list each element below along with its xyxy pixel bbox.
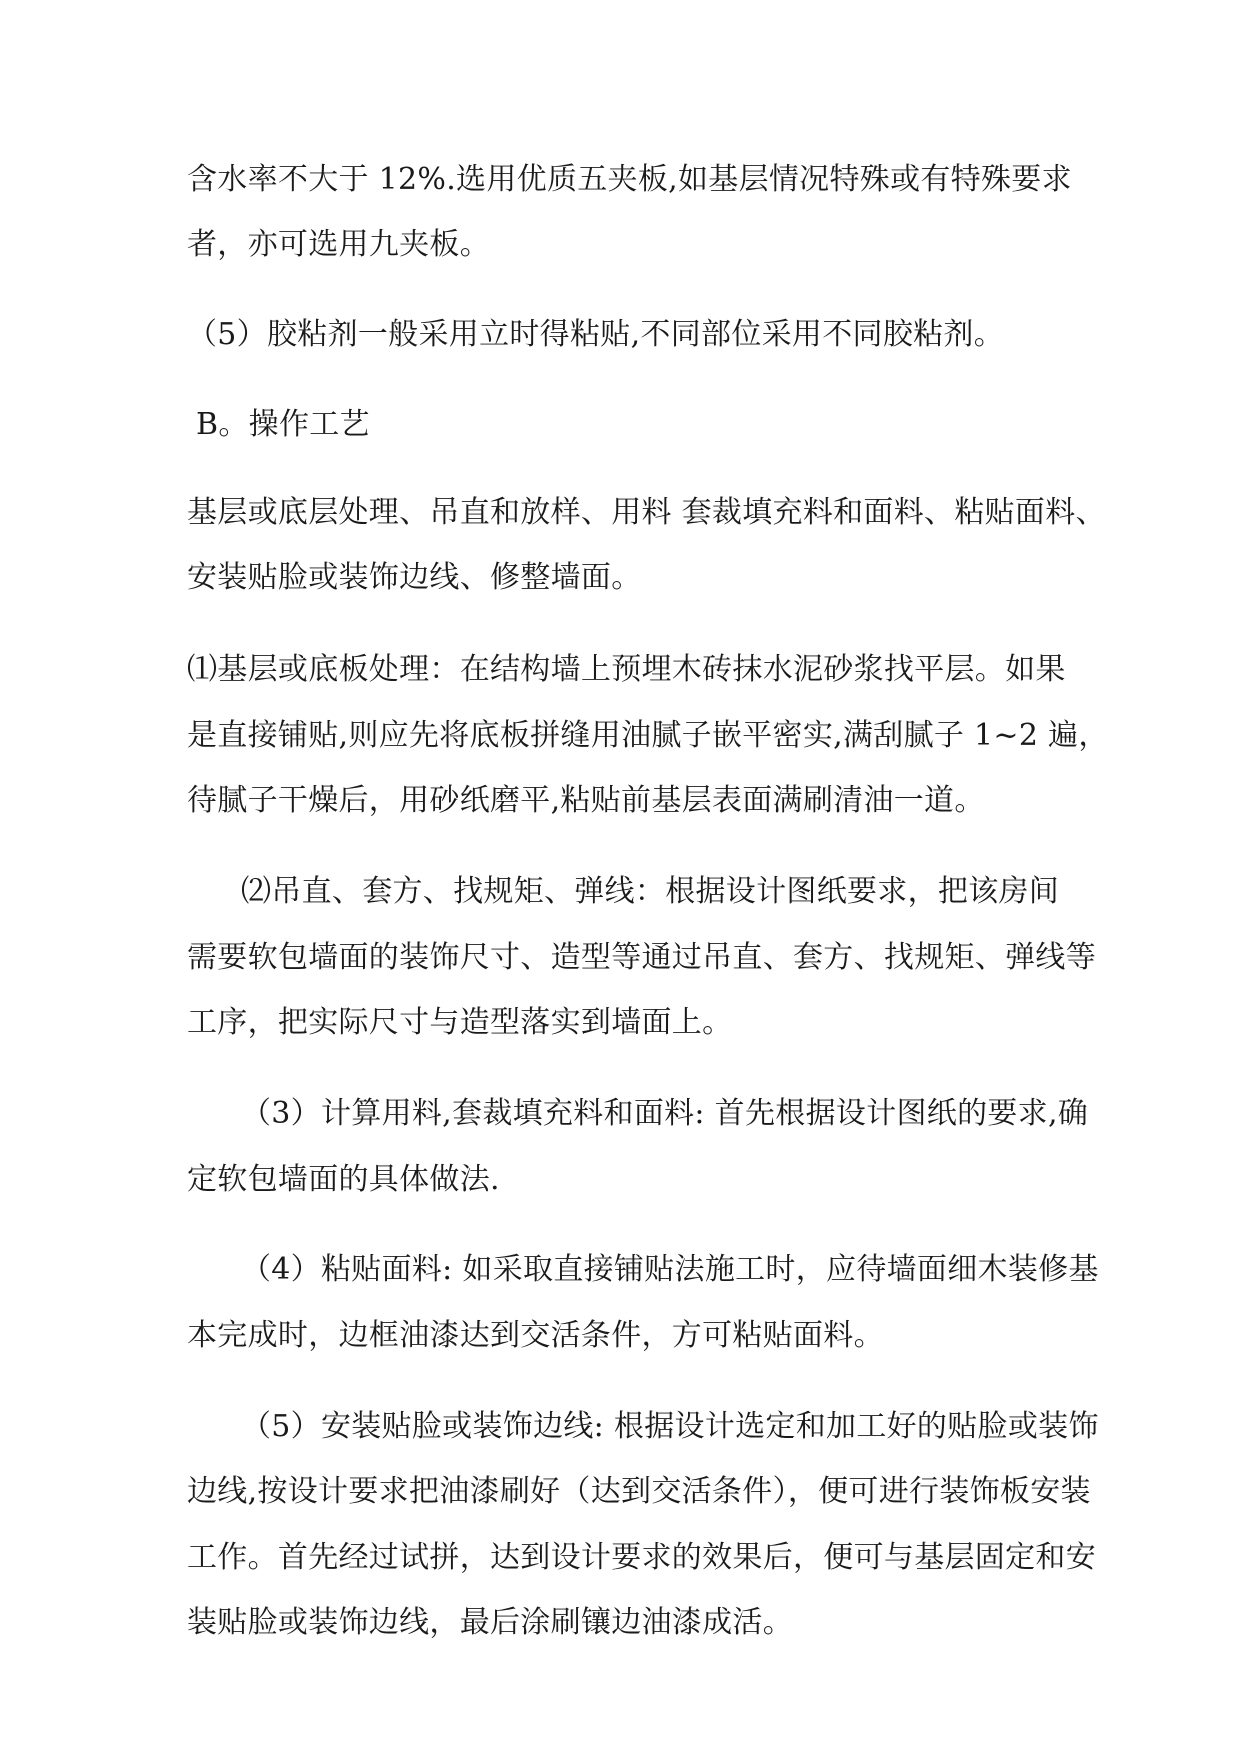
text-line: （5）胶粘剂一般采用立时得粘贴,不同部位采用不同胶粘剂。 [187, 317, 1005, 352]
text-line: 定软包墙面的具体做法. [187, 1162, 500, 1197]
text-line: 边线,按设计要求把油漆刷好（达到交活条件），便可进行装饰板安装 [187, 1474, 1091, 1509]
text-line: ⑵吊直、套方、找规矩、弹线：根据设计图纸要求，把该房间 [241, 874, 1060, 909]
text-line: ⑴基层或底板处理：在结构墙上预埋木砖抹水泥砂浆找平层。如果 [187, 652, 1066, 687]
text-line: 需要软包墙面的装饰尺寸、造型等通过吊直、套方、找规矩、弹线等 [187, 940, 1096, 975]
text-line: 安装贴脸或装饰边线、修整墙面。 [187, 560, 642, 595]
text-line: 待腻子干燥后，用砂纸磨平,粘贴前基层表面满刷清油一道。 [187, 783, 985, 818]
text-line: （5）安装贴脸或装饰边线: 根据设计选定和加工好的贴脸或装饰 [241, 1409, 1099, 1444]
text-line: 装贴脸或装饰边线，最后涂刷镶边油漆成活。 [187, 1605, 793, 1640]
text-line: 工作。首先经过试拼，达到设计要求的效果后，便可与基层固定和安 [187, 1540, 1096, 1575]
text-line: 工序，把实际尺寸与造型落实到墙面上。 [187, 1005, 733, 1040]
text-line: （4）粘贴面料: 如采取直接铺贴法施工时，应待墙面细木装修基 [241, 1252, 1099, 1287]
text-line: 含水率不大于 12%.选用优质五夹板,如基层情况特殊或有特殊要求 [187, 162, 1072, 197]
text-line: 基层或底层处理、吊直和放样、用料 套裁填充料和面料、粘贴面料、 [187, 495, 1106, 530]
text-line: 是直接铺贴,则应先将底板拼缝用油腻子嵌平密实,满刮腻子 1~2 遍， [187, 718, 1109, 753]
text-line: （3）计算用料,套裁填充料和面料: 首先根据设计图纸的要求,确 [241, 1096, 1089, 1131]
section-heading: B。操作工艺 [196, 407, 370, 442]
text-line: 本完成时，边框油漆达到交活条件，方可粘贴面料。 [187, 1318, 884, 1353]
text-line: 者，亦可选用九夹板。 [187, 227, 490, 262]
